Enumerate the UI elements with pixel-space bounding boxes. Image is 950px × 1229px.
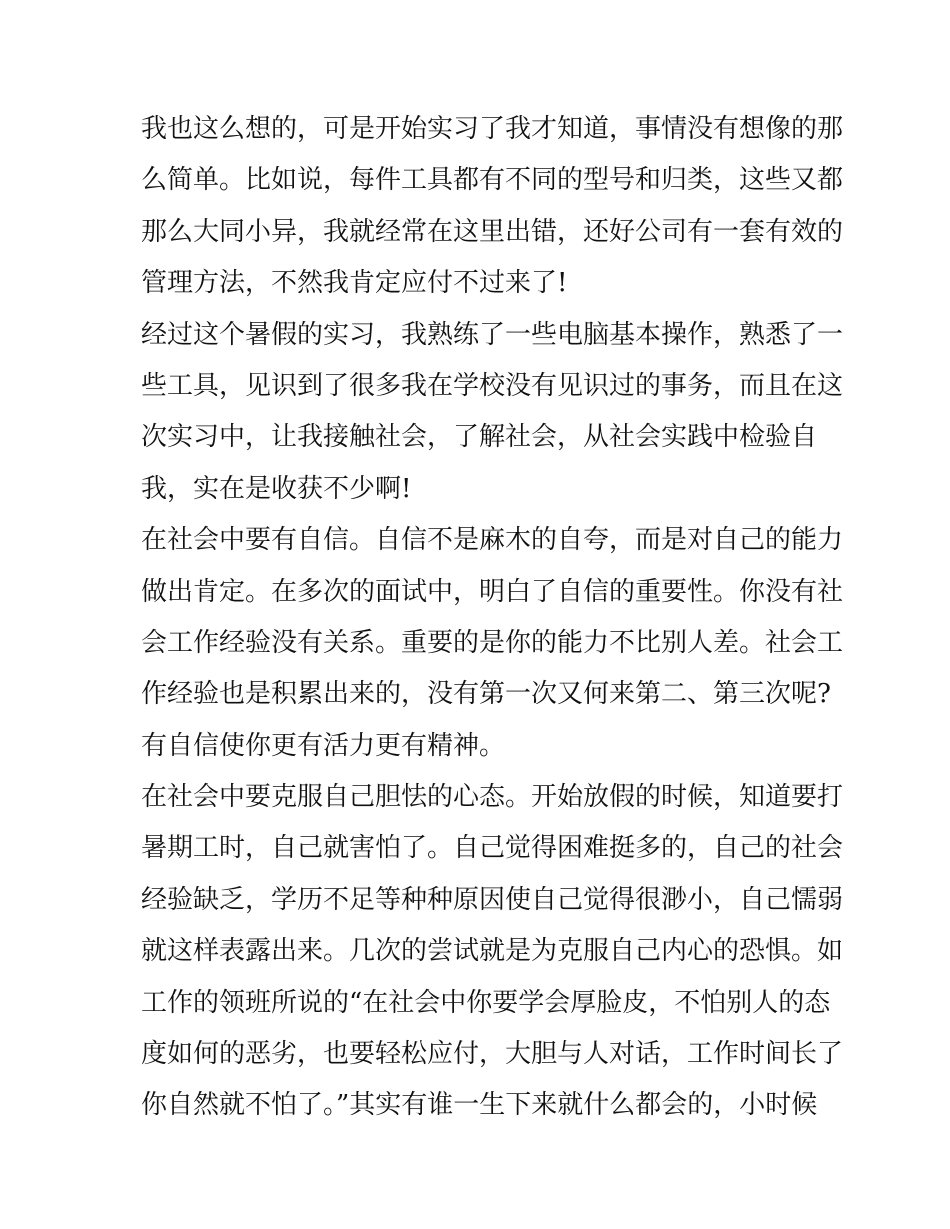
text-line: 你自然就不怕了。”其实有谁一生下来就什么都会的，小时候: [141, 1090, 818, 1121]
paragraph: [141, 515, 844, 772]
text-line: 暑期工时，自己就害怕了。自己觉得困难挺多的，自己的社会: [141, 833, 844, 864]
text-line: 在社会中要克服自己胆怯的心态。开始放假的时候，知道要打: [141, 782, 844, 813]
text-line: 我，实在是收获不少啊!: [141, 473, 412, 504]
text-line: 次实习中，让我接触社会，了解社会，从社会实践中检验自: [141, 422, 818, 453]
text-line: 管理方法，不然我肯定应付不过来了!: [141, 268, 568, 299]
text-line: 我也这么想的，可是开始实习了我才知道，事情没有想像的那: [141, 114, 844, 144]
text-line: 会工作经验没有关系。重要的是你的能力不比别人差。社会工: [141, 627, 844, 658]
text-line: 作经验也是积累出来的，没有第一次又何来第二、第三次呢?: [141, 679, 831, 710]
text-line: 那么大同小异，我就经常在这里出错，还好公司有一套有效的: [141, 216, 844, 247]
text-line: 做出肯定。在多次的面试中，明白了自信的重要性。你没有社: [141, 576, 844, 607]
text-line: 些工具，见识到了很多我在学校没有见识过的事务，而且在这: [141, 370, 844, 401]
document-body: [141, 104, 844, 1132]
paragraph: [141, 310, 844, 516]
text-line: 在社会中要有自信。自信不是麻木的自夸，而是对自己的能力: [141, 525, 844, 556]
paragraph: [141, 104, 844, 310]
text-line: 就这样表露出来。几次的尝试就是为克服自己内心的恐惧。如: [141, 936, 844, 967]
text-line: 有自信使你更有活力更有精神。: [141, 730, 506, 761]
text-line: 工作的领班所说的“在社会中你要学会厚脸皮，不怕别人的态: [141, 987, 831, 1018]
paragraph: [141, 772, 844, 1132]
text-line: 么简单。比如说，每件工具都有不同的型号和归类，这些又都: [141, 165, 844, 196]
text-line: 经过这个暑假的实习，我熟练了一些电脑基本操作，熟悉了一: [141, 319, 844, 350]
text-line: 经验缺乏，学历不足等种种原因使自己觉得很渺小，自己懦弱: [141, 884, 844, 915]
text-line: 度如何的恶劣，也要轻松应付，大胆与人对话，工作时间长了: [141, 1039, 844, 1070]
